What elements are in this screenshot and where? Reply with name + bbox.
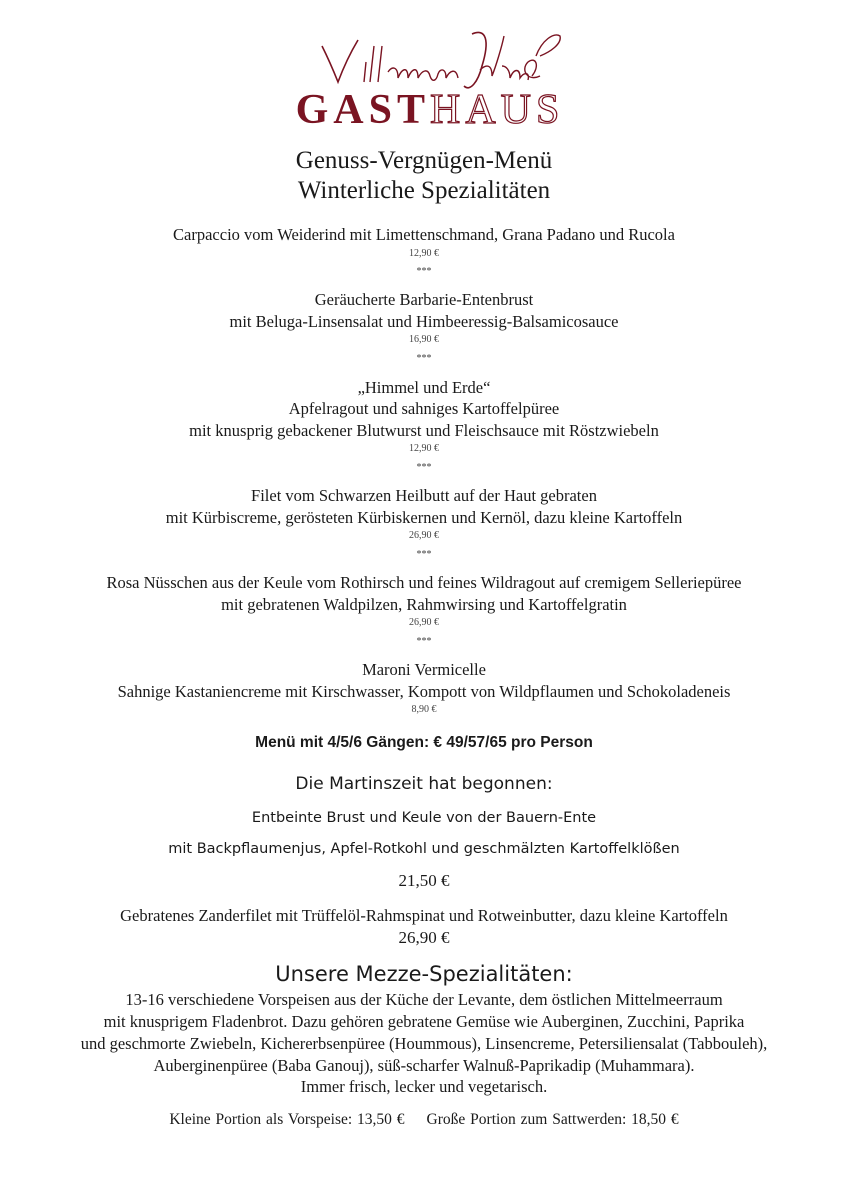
course-separator: *** [416,636,432,647]
zander-dish: Gebratenes Zanderfilet mit Trüffelöl-Rahmspinat und Rotweinbutter, dazu kleine Kartoffeln [120,906,728,925]
course-1-line-1: Carpaccio vom Weiderind mit Limettenschmand, Grana Padano und Rucola [173,225,675,244]
martinszeit-price-1: 21,50 € [398,871,450,890]
course-3-line-3: mit knusprig gebackener Blutwurst und Fleischsauce mit Röstzwiebeln [189,421,659,440]
wordmark-haus: HAUS [430,87,565,133]
course-4-line-2: mit Kürbiscreme, gerösteten Kürbiskernen und Kernöl, dazu kleine Kartoffeln [165,508,683,527]
course-6-price: 8,90 € [411,704,437,715]
course-1-price: 12,90 € [409,248,439,259]
course-3-line-2: Apfelragout und sahniges Kartoffelpüree [288,399,560,418]
course-separator: *** [416,266,432,277]
mezze-line-1: 13-16 verschiedene Vorspeisen aus der Küche der Levante, dem östlichen Mittelmeerraum [125,990,723,1009]
mezze-heading: Unsere Mezze-Spezialitäten: [275,962,573,986]
course-2-line-2: mit Beluga-Linsensalat und Himbeeressig-Balsamicosauce [229,312,619,331]
portion-large: Große Portion zum Sattwerden: 18,50 € [426,1111,679,1128]
martinszeit-dish-line-1: Entbeinte Brust und Keule von der Bauern-Ente [251,810,597,826]
course-2-price: 16,90 € [409,334,439,345]
martinszeit-heading: Die Martinszeit hat begonnen: [295,774,553,794]
menu-title: Genuss-Vergnügen-Menü [295,147,553,174]
course-separator: *** [416,462,432,473]
course-3-price: 12,90 € [409,443,439,454]
mezze-line-2: mit knusprigem Fladenbrot. Dazu gehören gebratene Gemüse wie Auberginen, Zucchini, Paprika [103,1012,745,1031]
course-5-line-2: mit gebratenen Waldpilzen, Rahmwirsing und Kartoffelgratin [221,595,627,614]
mezze-portions [0,1109,848,1131]
gasthaus-logo [270,26,590,134]
course-4-line-1: Filet vom Schwarzen Heilbutt auf der Haut gebraten [251,486,597,505]
course-separator: *** [416,353,432,364]
menu-subtitle: Winterliche Spezialitäten [297,177,551,204]
zander-price: 26,90 € [398,928,450,947]
course-separator: *** [416,549,432,560]
mezze-line-3: und geschmorte Zwiebeln, Kichererbsenpüree (Hoummous), Linsencreme, Petersiliensalat (Tabbouleh), [80,1034,768,1053]
menu-offer: Menü mit 4/5/6 Gängen: € 49/57/65 pro Person [255,734,593,751]
course-3-line-1: „Himmel und Erde“ [357,378,491,397]
mezze-line-5: Immer frisch, lecker und vegetarisch. [300,1077,548,1096]
wordmark-gast: GAST [295,87,430,133]
course-4-price: 26,90 € [409,530,439,541]
course-5-price: 26,90 € [409,617,439,628]
mezze-line-4: Auberginenpüree (Baba Ganouj), süß-scharfer Walnuß-Paprikadip (Muhammara). [153,1056,695,1075]
course-6-line-2: Sahnige Kastaniencreme mit Kirschwasser, Kompott von Wildpflaumen und Schokoladeneis [117,682,731,701]
course-2-line-1: Geräucherte Barbarie-Entenbrust [314,290,534,309]
course-6-line-1: Maroni Vermicelle [362,660,486,679]
course-5-line-1: Rosa Nüsschen aus der Keule vom Rothirsch und feines Wildragout auf cremigem Selleriepüree [106,573,742,592]
gasthaus-wordmark [270,86,590,134]
portion-small: Kleine Portion als Vorspeise: 13,50 € [169,1111,405,1128]
martinszeit-dish-line-2: mit Backpflaumenjus, Apfel-Rotkohl und geschmälzten Kartoffelklößen [168,841,680,857]
